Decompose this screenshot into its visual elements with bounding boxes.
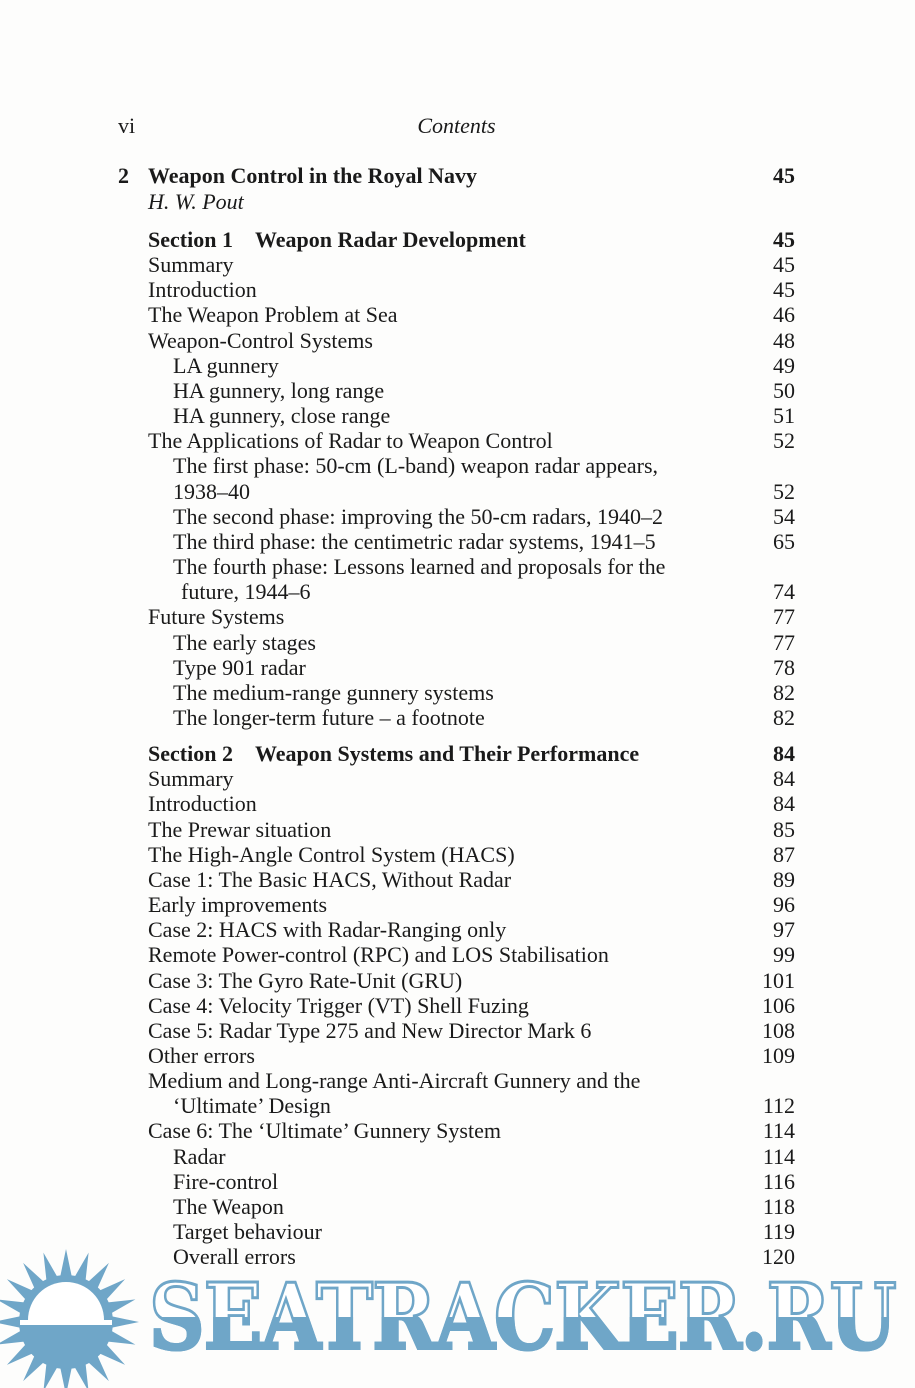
toc-row xyxy=(118,1068,795,1093)
toc-entry-page: 74 xyxy=(773,579,795,605)
toc-row xyxy=(118,227,795,252)
toc-row xyxy=(118,1144,795,1169)
chapter-heading xyxy=(118,163,795,189)
toc-row xyxy=(118,1093,795,1118)
toc-entry-page: 78 xyxy=(773,654,795,680)
toc-entry-label: Case 1: The Basic HACS, Without Radar xyxy=(148,866,512,892)
toc-row xyxy=(118,705,795,730)
toc-entry-label: Other errors xyxy=(148,1043,255,1068)
toc-row xyxy=(118,867,795,892)
toc-entry-label: Early improvements xyxy=(148,892,328,918)
chapter-title: Weapon Control in the Royal Navy xyxy=(148,163,478,188)
toc-entry-label: The early stages xyxy=(173,629,316,655)
toc-entry-page: 84 xyxy=(773,766,795,792)
toc-entry-label: The Applications of Radar to Weapon Control xyxy=(148,428,553,454)
toc-row xyxy=(118,479,795,504)
toc-row xyxy=(118,1169,795,1194)
toc-entry-page: 49 xyxy=(773,352,795,378)
toc-entry-page: 82 xyxy=(773,704,795,730)
toc-entry-page: 52 xyxy=(773,428,795,454)
toc-entry-label: Summary xyxy=(148,766,234,792)
toc-entry-label: The medium-range gunnery systems xyxy=(173,679,494,705)
toc-entry-page: 120 xyxy=(762,1244,795,1270)
toc-row xyxy=(118,993,795,1018)
toc-row xyxy=(118,453,795,478)
toc-row xyxy=(118,504,795,529)
toc-entry-label: Overall errors xyxy=(173,1244,296,1270)
toc-row xyxy=(118,917,795,942)
toc-entry-page: 108 xyxy=(762,1017,795,1043)
toc-row xyxy=(118,680,795,705)
toc-row xyxy=(118,277,795,302)
toc-entry-label: Type 901 radar xyxy=(173,654,306,680)
toc-entry-page: 77 xyxy=(773,604,795,630)
toc-entry-label: Case 5: Radar Type 275 and New Director Mark 6 xyxy=(148,1017,592,1043)
toc-entry-page: 118 xyxy=(762,1193,795,1219)
toc-entry-page: 112 xyxy=(762,1093,795,1119)
toc-entry-label: The first phase: 50-cm (L-band) weapon radar appears, xyxy=(173,453,659,479)
toc-entry-label: Section 1 Weapon Radar Development xyxy=(148,227,526,252)
toc-entry-label: Section 2 Weapon Systems and Their Performance xyxy=(148,741,640,767)
toc-entry-page: 84 xyxy=(773,791,795,817)
toc-row xyxy=(118,968,795,993)
toc-entry-label: Remote Power-control (RPC) and LOS Stabilisation xyxy=(148,942,609,968)
toc-entry-label: Target behaviour xyxy=(173,1219,322,1245)
page-header xyxy=(118,113,795,139)
toc-row xyxy=(118,302,795,327)
toc-row xyxy=(118,554,795,579)
toc-entry-label: 1938–40 xyxy=(173,478,250,504)
toc-row xyxy=(118,353,795,378)
toc-entry-label: The Prewar situation xyxy=(148,816,332,842)
toc-entry-page: 50 xyxy=(773,377,795,403)
toc-entry-label: Medium and Long-range Anti-Aircraft Gunnery and the xyxy=(148,1068,641,1094)
toc-entry-label: Future Systems xyxy=(148,604,285,630)
chapter-page-number: 45 xyxy=(773,163,795,188)
contents-page xyxy=(118,113,795,1269)
toc-row xyxy=(118,428,795,453)
toc-entry-page: 109 xyxy=(762,1043,795,1068)
toc-entry-label: HA gunnery, close range xyxy=(173,403,391,429)
toc-entry-page: 114 xyxy=(762,1118,795,1144)
toc-entry-label: ‘Ultimate’ Design xyxy=(173,1093,331,1119)
toc-entry-label: The second phase: improving the 50-cm radars, 1940–2 xyxy=(173,503,663,529)
toc-entry-label: Case 4: Velocity Trigger (VT) Shell Fuzing xyxy=(148,992,529,1018)
toc-entry-page: 52 xyxy=(773,478,795,504)
toc-entry-page: 46 xyxy=(773,302,795,328)
toc-row xyxy=(118,1194,795,1219)
toc-row xyxy=(118,842,795,867)
toc-row xyxy=(118,403,795,428)
toc-entry-label: The High-Angle Control System (HACS) xyxy=(148,841,515,867)
toc-entry-page: 65 xyxy=(773,528,795,554)
toc-list xyxy=(118,227,795,1269)
toc-row xyxy=(118,252,795,277)
toc-row xyxy=(118,630,795,655)
toc-row xyxy=(118,328,795,353)
toc-row xyxy=(118,604,795,629)
toc-row xyxy=(118,378,795,403)
toc-row xyxy=(118,1219,795,1244)
toc-entry-label: Case 6: The ‘Ultimate’ Gunnery System xyxy=(148,1118,501,1144)
toc-entry-page: 116 xyxy=(762,1168,795,1194)
toc-entry-page: 99 xyxy=(773,942,795,968)
toc-entry-label: Case 3: The Gyro Rate-Unit (GRU) xyxy=(148,967,463,993)
toc-entry-page: 106 xyxy=(762,992,795,1018)
running-head: Contents xyxy=(417,113,496,138)
toc-row xyxy=(118,1244,795,1269)
chapter-number: 2 xyxy=(118,163,129,188)
toc-entry-label: HA gunnery, long range xyxy=(173,377,385,403)
toc-row xyxy=(118,942,795,967)
toc-entry-page: 54 xyxy=(773,503,795,529)
toc-row xyxy=(118,529,795,554)
toc-entry-label: Fire-control xyxy=(173,1168,279,1194)
toc-entry-page: 48 xyxy=(773,327,795,353)
toc-entry-page: 77 xyxy=(773,629,795,655)
toc-entry-label: Introduction xyxy=(148,791,257,817)
toc-row xyxy=(118,791,795,816)
toc-row xyxy=(118,892,795,917)
toc-entry-label: Radar xyxy=(173,1143,226,1169)
toc-entry-page: 97 xyxy=(773,917,795,943)
toc-entry-label: Weapon-Control Systems xyxy=(148,327,373,353)
toc-entry-page: 84 xyxy=(773,741,795,767)
toc-entry-page: 51 xyxy=(773,403,795,429)
toc-entry-label: The Weapon xyxy=(173,1193,284,1219)
toc-entry-page: 45 xyxy=(773,277,795,303)
toc-entry-label: The third phase: the centimetric radar systems, 1941–5 xyxy=(173,528,656,554)
toc-entry-label: The fourth phase: Lessons learned and proposals for the xyxy=(173,554,666,580)
watermark-text: SEATRACKER.RU xyxy=(149,1264,896,1372)
toc-entry-page: 96 xyxy=(773,892,795,918)
toc-row xyxy=(118,1043,795,1068)
toc-entry-page: 89 xyxy=(773,866,795,892)
toc-row xyxy=(118,766,795,791)
toc-entry-page: 101 xyxy=(762,967,795,993)
toc-row xyxy=(118,579,795,604)
toc-entry-page: 85 xyxy=(773,816,795,842)
toc-row xyxy=(118,817,795,842)
toc-entry-label: The Weapon Problem at Sea xyxy=(148,302,398,328)
toc-entry-page: 45 xyxy=(773,227,795,252)
folio-page-number: vi xyxy=(118,113,136,138)
toc-entry-label: Case 2: HACS with Radar-Ranging only xyxy=(148,917,507,943)
toc-entry-label: The longer-term future – a footnote xyxy=(173,704,485,730)
toc-entry-page: 87 xyxy=(773,841,795,867)
toc-entry-page: 119 xyxy=(762,1219,795,1245)
toc-entry-label: Introduction xyxy=(148,277,257,303)
toc-entry-label: future, 1944–6 xyxy=(181,579,311,605)
toc-row xyxy=(118,1118,795,1143)
toc-entry-label: LA gunnery xyxy=(173,352,279,378)
toc-entry-page: 82 xyxy=(773,679,795,705)
toc-row xyxy=(118,655,795,680)
toc-entry-page: 45 xyxy=(773,252,795,278)
toc-entry-page: 114 xyxy=(762,1143,795,1169)
toc-entry-label: Summary xyxy=(148,252,234,278)
toc-row xyxy=(118,741,795,766)
toc-row xyxy=(118,1018,795,1043)
chapter-author: H. W. Pout xyxy=(148,189,244,214)
